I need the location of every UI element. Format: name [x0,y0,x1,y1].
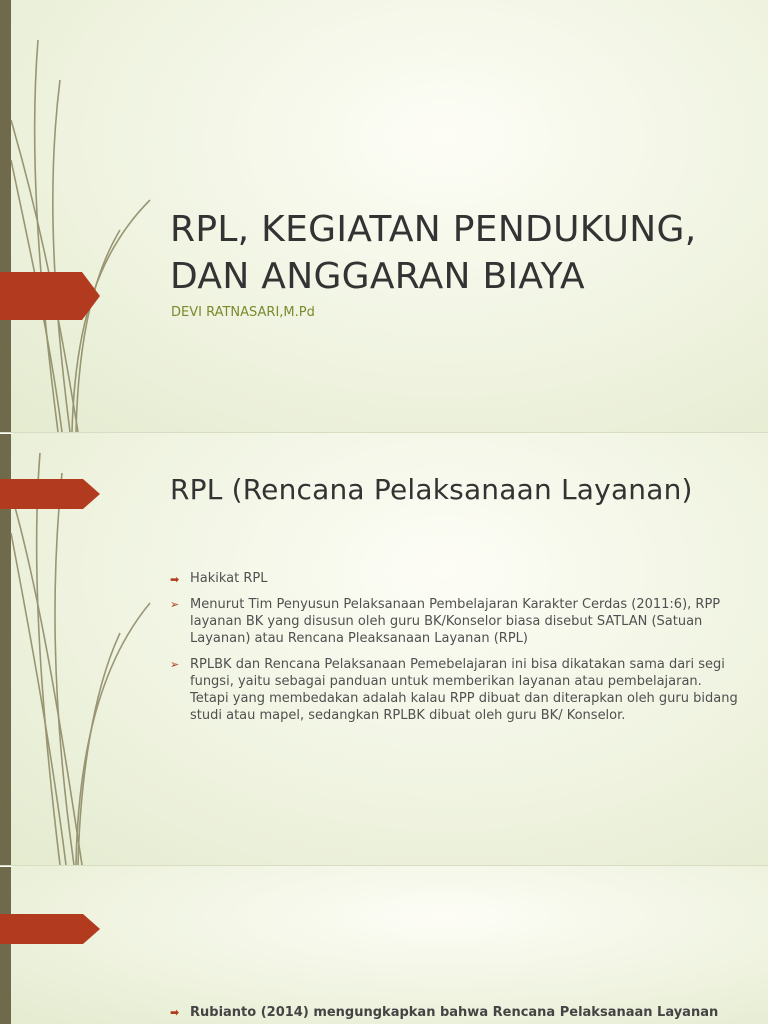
slide-3-sidebar-bar [0,866,11,1024]
arrow-bullet-icon: ➡ [170,573,180,586]
title-line-1: RPL, KEGIATAN PENDUKUNG, [170,209,697,250]
slide-3-sidebar-tick [0,866,13,867]
chevron-bullet-icon: ➢ [170,658,180,671]
bullet-text: Rubianto (2014) mengungkapkan bahwa Rencana Pelaksanaan Layanan [190,1005,719,1020]
presentation-title [170,206,750,300]
slide-2-accent-tab [0,479,100,509]
bullet-item [170,596,740,647]
slide-2-sidebar-tick [0,433,13,434]
slide-1-sidebar-bar [0,0,11,432]
slide-3-accent-tab [0,914,100,944]
slide-1 [0,0,768,432]
bullet-item [170,656,740,724]
slide-1-accent-tab [0,272,100,320]
bullet-text: RPLBK dan Rencana Pelaksanaan Pemebelajaran ini bisa dikatakan sama dari segi fungsi, yaitu sebagai panduan untuk memberikan layanan atau pembelajaran. Tetapi yang membedakan adalah kalau RPP dibuat dan diterapkan oleh guru bidang studi atau mapel, sedangkan RPLBK dibuat oleh guru BK/ Konselor. [190,657,738,723]
slide-3-bullet-item [170,1004,750,1021]
slide-3 [0,866,768,1024]
bullet-text: Menurut Tim Penyusun Pelaksanaan Pembelajaran Karakter Cerdas (2011:6), RPP layanan BK yang disusun oleh guru BK/Konselor biasa disebut SATLAN (Satuan Layanan) atau Rencana Pleaksanaan Layanan (RPL) [190,597,721,646]
chevron-bullet-icon: ➢ [170,598,180,611]
bullet-item [170,570,740,587]
arrow-bullet-icon: ➡ [170,1006,180,1019]
bullet-list [170,570,740,733]
section-heading: RPL (Rencana Pelaksanaan Layanan) [170,473,693,506]
bullet-text: Hakikat RPL [190,571,268,586]
presentation-subtitle: DEVI RATNASARI,M.Pd [171,305,315,320]
title-line-2: DAN ANGGARAN BIAYA [170,256,585,297]
